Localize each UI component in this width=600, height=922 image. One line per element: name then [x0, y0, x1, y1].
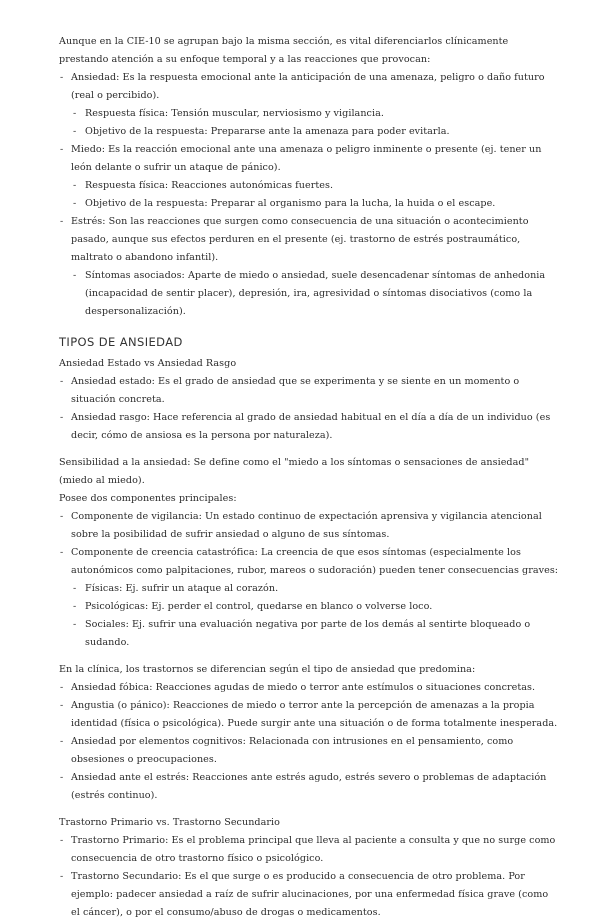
subsection-heading-2: Posee dos componentes principales: — [59, 493, 237, 504]
list-item-ansiedad: - Ansiedad: Es la respuesta emocional ante la anticipación de una amenaza, peligro o daño futuro (real o percibido). — [59, 69, 560, 105]
sub-item: - Respuesta física: Reacciones autonómicas fuertes. — [59, 177, 560, 195]
list-item: - Ansiedad fóbica: Reacciones agudas de miedo o terror ante estímulos o situaciones concretas. — [59, 679, 560, 697]
sub-item: - Objetivo de la respuesta: Prepararse ante la amenaza para poder evitarla. — [59, 123, 560, 141]
list-item: - Trastorno Primario: Es el problema principal que lleva al paciente a consulta y que no surge como consecuencia de otro trastorno físico o psicológico. — [59, 832, 560, 868]
list-item-estres: - Estrés: Son las reacciones que surgen como consecuencia de una situación o acontecimiento pasado, aunque sus efectos perduren en el presente (ej. trastorno de estrés postraumático, maltrato o abandono infantil). — [59, 213, 560, 267]
list-item: - Ansiedad ante el estrés: Reacciones ante estrés agudo, estrés severo o problemas de adaptación (estrés continuo). — [59, 769, 560, 805]
subsection-heading: Ansiedad Estado vs Ansiedad Rasgo — [59, 358, 237, 369]
sub-item: - Objetivo de la respuesta: Preparar al organismo para la lucha, la huida o el escape. — [59, 195, 560, 213]
list-item: - Componente de vigilancia: Un estado continuo de expectación aprensiva y vigilancia atencional sobre la posibilidad de sufrir ansiedad o alguno de sus síntomas. — [59, 508, 560, 544]
intro-list — [59, 69, 560, 321]
sensibilidad-list — [59, 508, 560, 652]
primario-block — [59, 814, 560, 922]
subsection-heading: Sensibilidad a la ansiedad: Se define como el "miedo a los síntomas o sensaciones de ansiedad" (miedo al miedo). — [59, 457, 530, 486]
sensibilidad-block — [59, 454, 560, 652]
list-item: - Ansiedad estado: Es el grado de ansiedad que se experimenta y se siente en un momento o situación concreta. — [59, 373, 560, 409]
estado-rasgo-list — [59, 373, 560, 445]
sub-item: - Respuesta física: Tensión muscular, nerviosismo y vigilancia. — [59, 105, 560, 123]
subsection-heading: Trastorno Primario vs. Trastorno Secundario — [59, 817, 280, 828]
intro-paragraph: Aunque en la CIE-10 se agrupan bajo la misma sección, es vital diferenciarlos clínicamente prestando atención a su enfoque temporal y a las reacciones que provocan: — [59, 36, 509, 65]
list-item-miedo: - Miedo: Es la reacción emocional ante una amenaza o peligro inminente o presente (ej. tener un león delante o sufrir un ataque de pánico). — [59, 141, 560, 177]
clinica-list — [59, 679, 560, 805]
clinica-block — [59, 661, 560, 805]
sub-item: - Sociales: Ej. sufrir una evaluación negativa por parte de los demás al sentirte bloqueado o sudando. — [59, 616, 560, 652]
list-item: - Angustia (o pánico): Reacciones de miedo o terror ante la percepción de amenazas a la propia identidad (física o psicológica). Puede surgir ante una situación o de forma totalmente inesperada. — [59, 697, 560, 733]
sub-item: - Físicas: Ej. sufrir un ataque al corazón. — [59, 580, 560, 598]
sub-item: - Síntomas asociados: Aparte de miedo o ansiedad, suele desencadenar síntomas de anhedonia (incapacidad de sentir placer), depresión, ira, agresividad o síntomas disociativos (como la despersonalización). — [59, 267, 560, 321]
subsection-heading: En la clínica, los trastornos se diferencian según el tipo de ansiedad que predomina: — [59, 664, 476, 675]
section-title: TIPOS DE ANSIEDAD — [59, 335, 183, 349]
list-item: - Componente de creencia catastrófica: La creencia de que esos síntomas (especialmente los autonómicos como palpitaciones, rubor, mareos o sudoración) pueden tener consecuencias graves: — [59, 544, 560, 580]
list-item: - Trastorno Secundario: Es el que surge o es producido a consecuencia de otro problema. Por ejemplo: padecer ansiedad a raíz de sufrir alucinaciones, por una enfermedad física grave (como el cáncer), o por el consumo/abuso de drogas o medicamentos. — [59, 868, 560, 922]
list-item: - Ansiedad rasgo: Hace referencia al grado de ansiedad habitual en el día a día de un individuo (es decir, cómo de ansiosa es la persona por naturaleza). — [59, 409, 560, 445]
sub-item: - Psicológicas: Ej. perder el control, quedarse en blanco o volverse loco. — [59, 598, 560, 616]
list-item: - Ansiedad por elementos cognitivos: Relacionada con intrusiones en el pensamiento, como obsesiones o preocupaciones. — [59, 733, 560, 769]
primario-list — [59, 832, 560, 922]
